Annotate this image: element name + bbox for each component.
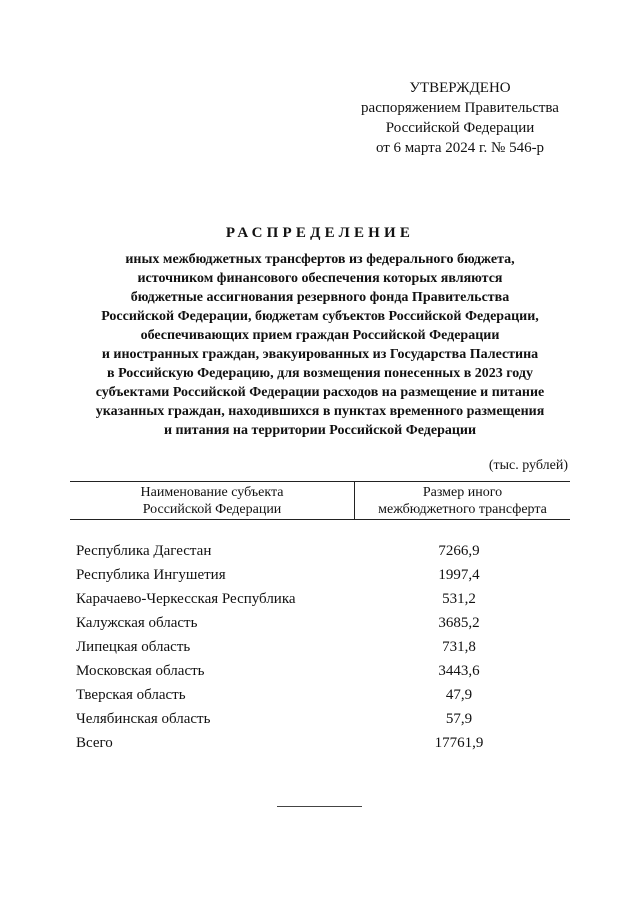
subtitle-line: субъектами Российской Федерации расходов на размещение и питание <box>95 385 545 400</box>
region-name: Московская область <box>76 662 205 679</box>
region-name: Тверская область <box>76 686 186 703</box>
total-amount: 17761,9 <box>434 734 484 751</box>
subtitle-line: источником финансового обеспечения которых являются <box>137 271 503 286</box>
table-row <box>70 563 570 587</box>
region-name: Республика Дагестан <box>76 542 212 559</box>
transfer-amount: 3443,6 <box>438 662 480 679</box>
document-title: РАСПРЕДЕЛЕНИЕ <box>225 225 415 241</box>
table-row <box>70 539 570 563</box>
table-row <box>70 611 570 635</box>
table-row <box>70 707 570 731</box>
column-header-region <box>70 482 355 519</box>
region-name: Челябинская область <box>76 710 211 727</box>
transfer-amount: 47,9 <box>445 686 473 703</box>
subtitle-line: указанных граждан, находившихся в пунктах временного размещения <box>95 404 545 419</box>
table-row <box>70 659 570 683</box>
column-header-amount-line: Размер иного <box>422 485 503 500</box>
approval-stamp-label: УТВЕРЖДЕНО <box>409 80 511 96</box>
transfer-amount: 531,2 <box>442 590 476 607</box>
table-body <box>70 539 570 755</box>
table-row <box>70 587 570 611</box>
subtitle-line: обеспечивающих прием граждан Российской Федерации <box>140 328 500 343</box>
region-name: Липецкая область <box>76 638 191 655</box>
distribution-table <box>70 481 570 755</box>
transfer-amount: 3685,2 <box>438 614 480 631</box>
column-header-amount <box>355 482 570 519</box>
approval-line-authority: распоряжением Правительства <box>361 100 559 116</box>
table-header <box>70 481 570 520</box>
approval-block <box>340 78 580 158</box>
column-header-amount-line: межбюджетного трансферта <box>378 502 547 517</box>
column-header-region-line: Наименование субъекта <box>140 485 284 500</box>
transfer-amount: 1997,4 <box>438 566 480 583</box>
units-label: (тыс. рублей) <box>488 458 568 473</box>
subtitle-line: иных межбюджетных трансфертов из федерального бюджета, <box>125 252 515 267</box>
transfer-amount: 57,9 <box>445 710 473 727</box>
transfer-amount: 7266,9 <box>438 542 480 559</box>
subtitle-line: бюджетные ассигнования резервного фонда Правительства <box>130 290 510 305</box>
table-row <box>70 683 570 707</box>
subtitle-line: и иностранных граждан, эвакуированных из Государства Палестина <box>101 347 539 362</box>
total-label: Всего <box>76 734 113 751</box>
column-header-region-line: Российской Федерации <box>142 502 282 517</box>
end-of-document-divider <box>277 806 362 807</box>
approval-line-government: Российской Федерации <box>385 120 535 136</box>
transfer-amount: 731,8 <box>442 638 476 655</box>
region-name: Республика Ингушетия <box>76 566 226 583</box>
table-row <box>70 635 570 659</box>
region-name: Карачаево-Черкесская Республика <box>76 590 296 607</box>
subtitle-line: и питания на территории Российской Федерации <box>163 423 477 438</box>
table-row-total <box>70 731 570 755</box>
document-subtitle <box>70 250 570 440</box>
region-name: Калужская область <box>76 614 198 631</box>
approval-line-date: от 6 марта 2024 г. № 546-р <box>375 140 545 156</box>
subtitle-line: Российской Федерации, бюджетам субъектов Российской Федерации, <box>101 309 539 324</box>
subtitle-line: в Российскую Федерацию, для возмещения понесенных в 2023 году <box>107 366 533 381</box>
